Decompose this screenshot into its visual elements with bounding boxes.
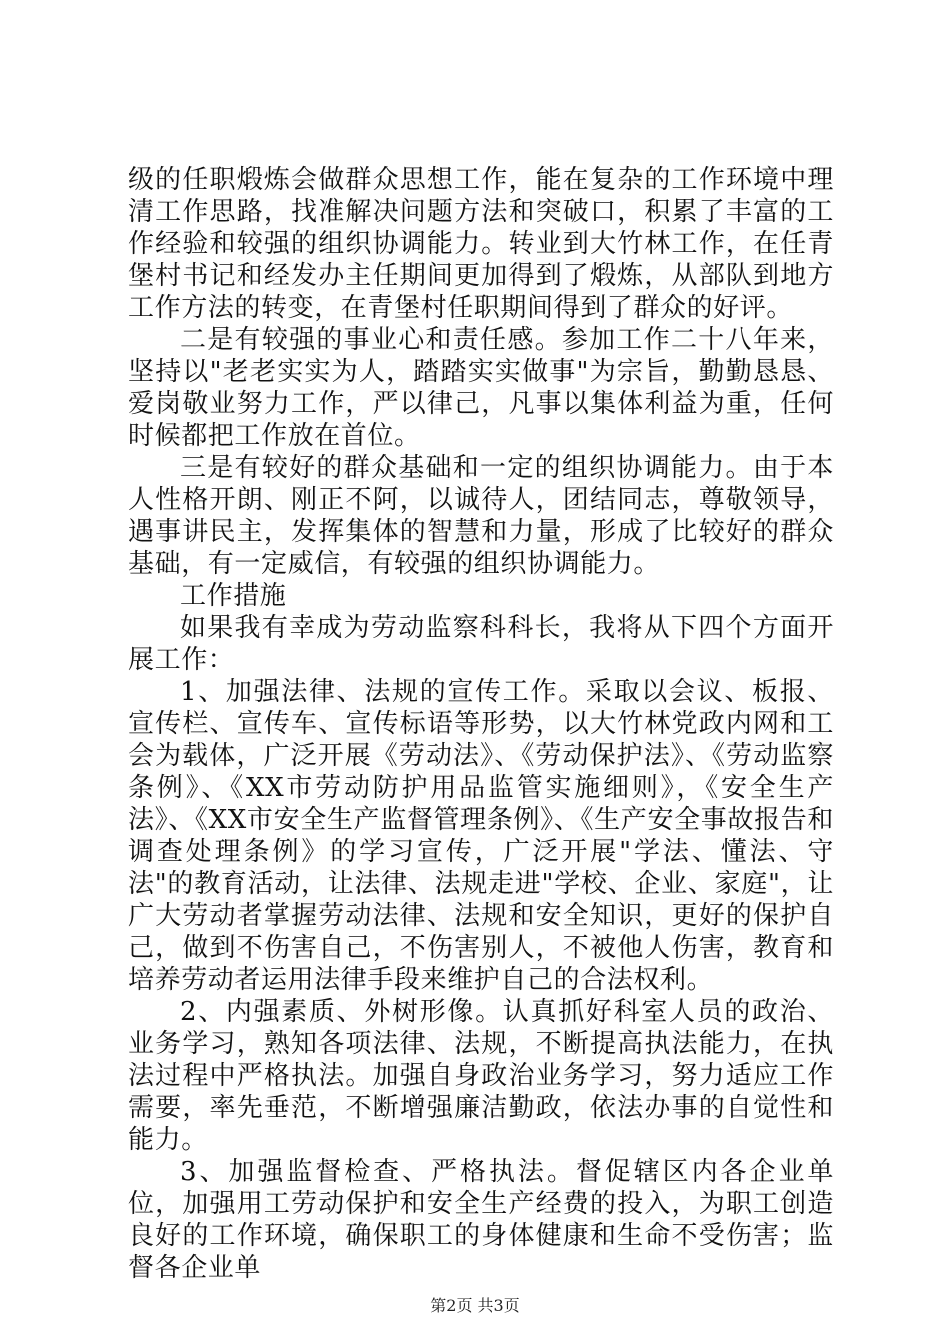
paragraph-measure-three: 3、加强监督检查、严格执法。督促辖区内各企业单位，加强用工劳动保护和安全生产经费的投入，为职工创造良好的工作环境，确保职工的身体健康和生命不受伤害；监督各企业单	[128, 1157, 834, 1283]
paragraph-measure-two: 2、内强素质、外树形像。认真抓好科室人员的政治、业务学习，熟知各项法律、法规，不断提高执法能力，在执法过程中严格执法。加强自身政治业务学习，努力适应工作需要，率先垂范，不断增强廉洁勤政，依法办事的自觉性和能力。	[128, 997, 834, 1155]
paragraph-continued: 级的任职煅炼会做群众思想工作，能在复杂的工作环境中理清工作思路，找准解决问题方法和突破口，积累了丰富的工作经验和较强的组织协调能力。转业到大竹林工作，在任青堡村书记和经发办主任期间更加得到了煅炼，从部队到地方工作方法的转变，在青堡村任职期间得到了群众的好评。	[128, 165, 834, 323]
paragraph-point-two: 二是有较强的事业心和责任感。参加工作二十八年来，坚持以"老老实实为人，踏踏实实做事"为宗旨，勤勤恳恳、爱岗敬业努力工作，严以律己，凡事以集体利益为重，任何时候都把工作放在首位。	[128, 325, 834, 451]
page-number-footer: 第2页 共3页	[430, 1296, 520, 1315]
document-body	[128, 164, 834, 1284]
paragraph-measure-one: 1、加强法律、法规的宣传工作。采取以会议、板报、宣传栏、宣传车、宣传标语等形势，以大竹林党政内网和工会为载体，广泛开展《劳动法》、《劳动保护法》、《劳动监察条例》、《XX市劳动防护用品监管实施细则》，《安全生产法》、《XX市安全生产监督管理条例》、《生产安全事故报告和调查处理条例》的学习宣传，广泛开展"学法、懂法、守法"的教育活动，让法律、法规走进"学校、企业、家庭"，让广大劳动者掌握劳动法律、法规和安全知识，更好的保护自己，做到不伤害自己，不伤害别人，不被他人伤害，教育和培养劳动者运用法律手段来维护自己的合法权利。	[128, 677, 834, 995]
paragraph-intro-measures: 如果我有幸成为劳动监察科科长，我将从下四个方面开展工作：	[128, 613, 834, 675]
paragraph-point-three: 三是有较好的群众基础和一定的组织协调能力。由于本人性格开朗、刚正不阿，以诚待人，团结同志，尊敬领导，遇事讲民主，发挥集体的智慧和力量，形成了比较好的群众基础，有一定威信，有较强的组织协调能力。	[128, 453, 834, 579]
section-heading-work-measures: 工作措施	[180, 581, 287, 611]
